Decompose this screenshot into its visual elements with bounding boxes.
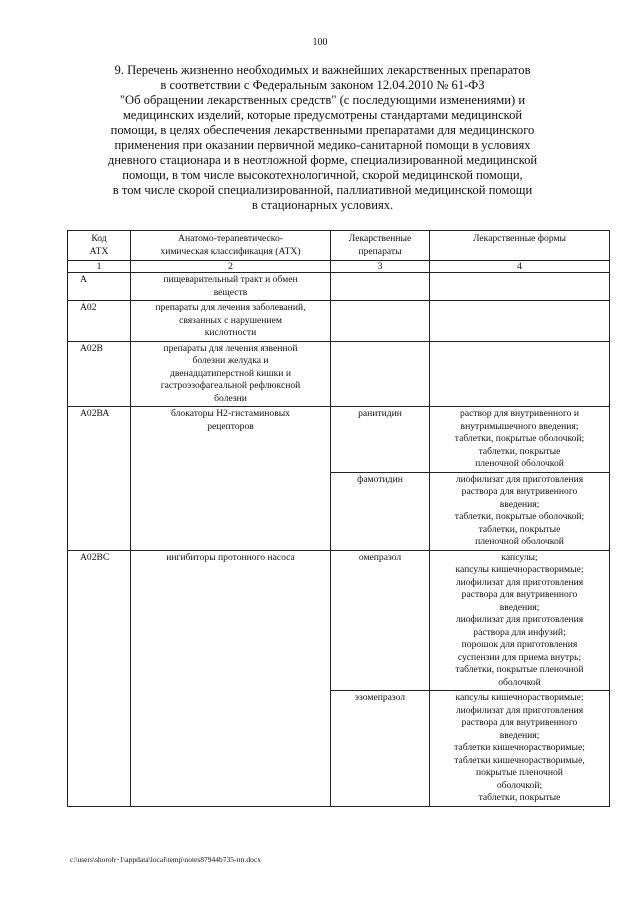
dosage-form-line: капсулы кишечнорастворимые;: [455, 564, 584, 575]
header-forms: [430, 231, 610, 261]
drug-name-cell: эзомепразол: [331, 691, 430, 807]
dosage-form-line: капсулы кишечнорастворимые;: [455, 692, 584, 703]
atc-classification-line: блокаторы Н2-гистаминовых: [171, 408, 290, 419]
atc-classification-cell: [131, 273, 331, 301]
dosage-form-line: введения;: [499, 498, 540, 510]
header-code: [68, 231, 131, 261]
header-forms-line: Лекарственные формы: [472, 233, 566, 244]
dosage-form-line: таблетки, покрытые: [478, 445, 561, 457]
atc-classification-line: препараты для лечения язвенной: [163, 342, 298, 354]
atc-classification-line: гастроэзофагеальной рефлюксной: [160, 380, 301, 391]
atc-classification-line: препараты для лечения заболеваний,: [155, 302, 306, 313]
title-line: помощи, в том числе высокотехнологичной, скорой медицинской помощи,: [122, 168, 523, 182]
drug-name-cell: ранитидин: [331, 407, 430, 473]
title-line: в соответствии с Федеральным законом 12.04.2010 № 61-ФЗ: [160, 78, 485, 92]
dosage-forms-cell: [430, 301, 610, 342]
table-header-row: [68, 231, 610, 261]
atc-classification-line: кислотности: [204, 327, 257, 338]
atc-classification-cell: [131, 301, 331, 342]
atc-code-cell: А02ВА: [68, 407, 131, 551]
drug-list-table: [67, 230, 610, 807]
drug-name-cell: омепразол: [331, 550, 430, 691]
drug-name-cell: [331, 273, 430, 301]
atc-classification-line: болезни: [214, 392, 247, 404]
column-number: 4: [430, 261, 610, 273]
dosage-form-line: внутримышечного введения;: [460, 420, 579, 432]
dosage-forms-cell: [430, 341, 610, 407]
header-code-line: АТХ: [89, 245, 109, 257]
title-line: применения при оказании первичной медико-санитарной помощи в условиях: [114, 138, 531, 152]
atc-classification-line: двенадцатиперстной кишки и: [170, 367, 291, 379]
dosage-forms-cell: [430, 407, 610, 473]
atc-classification-line: пищеварительный тракт и обмен: [163, 274, 298, 285]
drug-name-cell: [331, 301, 430, 342]
table-row: [68, 407, 610, 473]
dosage-form-line: порошок для приготовления: [461, 639, 578, 650]
dosage-form-line: оболочкой: [498, 676, 541, 688]
dosage-form-line: раствора для внутривенного: [461, 717, 578, 728]
atc-classification-line: веществ: [213, 286, 248, 298]
table-row: [68, 341, 610, 407]
title-line: дневного стационара и в неотложной форме, специализированной медицинской: [107, 153, 538, 167]
document-title: [55, 63, 590, 213]
atc-code-cell: А02ВС: [68, 550, 131, 806]
dosage-form-line: лиофилизат для приготовления: [455, 576, 584, 588]
column-number: 1: [68, 261, 131, 273]
atc-classification-line: ингибиторы протонного насоса: [166, 551, 295, 563]
column-number-row: [68, 261, 610, 273]
table-row: [68, 301, 610, 342]
atc-code-cell: А02В: [68, 341, 131, 407]
title-line: в стационарных условиях.: [251, 198, 394, 212]
header-atc-line: химическая классификация (АТХ): [160, 245, 301, 257]
dosage-forms-cell: [430, 691, 610, 807]
dosage-form-line: раствор для внутривенного и: [460, 408, 579, 419]
title-line: "Об обращении лекарственных средств" (с последующими изменениями) и: [119, 93, 526, 107]
dosage-form-line: покрытые пленочной: [476, 767, 563, 778]
dosage-form-line: капсулы;: [501, 551, 538, 563]
header-atc-line: Анатомо-терапевтическо-: [178, 233, 283, 244]
footer-file-path: c:\users\shoroh~1\appdata\local\temp\notes87944b735-пп.docx: [70, 855, 262, 864]
atc-classification-cell: [131, 407, 331, 551]
title-line: помощи, в целях обеспечения лекарственными препаратами для медицинского: [110, 123, 535, 137]
dosage-form-line: лиофилизат для приготовления: [455, 704, 584, 716]
atc-classification-cell: [131, 550, 331, 806]
header-drug-line: препараты: [358, 245, 402, 257]
dosage-form-line: раствора для инфузий;: [473, 626, 566, 638]
atc-code-cell: А: [68, 273, 131, 301]
dosage-form-line: таблетки, покрытые: [478, 523, 561, 535]
dosage-form-line: таблетки кишечнорастворимые,: [454, 754, 585, 766]
atc-classification-line: связанных с нарушением: [179, 314, 282, 326]
column-number: 2: [131, 261, 331, 273]
dosage-form-line: введения;: [499, 729, 540, 741]
atc-classification-line: болезни желудка и: [192, 355, 269, 366]
title-line: 9. Перечень жизненно необходимых и важнейших лекарственных препаратов: [114, 63, 531, 77]
title-line: медицинских изделий, которые предусмотрены стандартами медицинской: [122, 108, 523, 122]
dosage-form-line: введения;: [499, 601, 540, 613]
dosage-form-line: раствора для внутривенного: [461, 486, 578, 497]
dosage-forms-cell: [430, 273, 610, 301]
dosage-forms-cell: [430, 472, 610, 550]
dosage-form-line: суспензии для приема внутрь;: [457, 651, 582, 663]
dosage-form-line: оболочкой;: [496, 779, 543, 791]
dosage-form-line: таблетки кишечнорастворимые;: [454, 742, 585, 753]
header-drug: [331, 231, 430, 261]
page-number: 100: [312, 37, 328, 48]
dosage-form-line: таблетки, покрытые пленочной: [455, 664, 584, 675]
title-line: в том числе скорой специализированной, паллиативной медицинской помощи: [112, 183, 533, 197]
header-code-line: Код: [91, 233, 107, 244]
dosage-form-line: пленочной оболочкой: [475, 536, 564, 547]
column-number: 3: [331, 261, 430, 273]
atc-classification-cell: [131, 341, 331, 407]
drug-name-cell: [331, 341, 430, 407]
atc-code-cell: А02: [68, 301, 131, 342]
dosage-form-line: лиофилизат для приготовления: [455, 473, 584, 485]
dosage-form-line: пленочной оболочкой: [475, 458, 564, 469]
dosage-form-line: раствора для внутривенного: [461, 589, 578, 600]
table-row: [68, 550, 610, 691]
header-atc: [131, 231, 331, 261]
header-drug-line: Лекарственные: [348, 233, 412, 244]
dosage-form-line: таблетки, покрытые оболочкой;: [454, 511, 585, 522]
atc-classification-line: рецепторов: [207, 420, 254, 432]
dosage-form-line: таблетки, покрытые оболочкой;: [454, 433, 585, 444]
dosage-forms-cell: [430, 550, 610, 691]
dosage-form-line: таблетки, покрытые: [478, 792, 561, 803]
dosage-form-line: лиофилизат для приготовления: [455, 614, 584, 625]
drug-name-cell: фамотидин: [331, 472, 430, 550]
table-row: [68, 273, 610, 301]
